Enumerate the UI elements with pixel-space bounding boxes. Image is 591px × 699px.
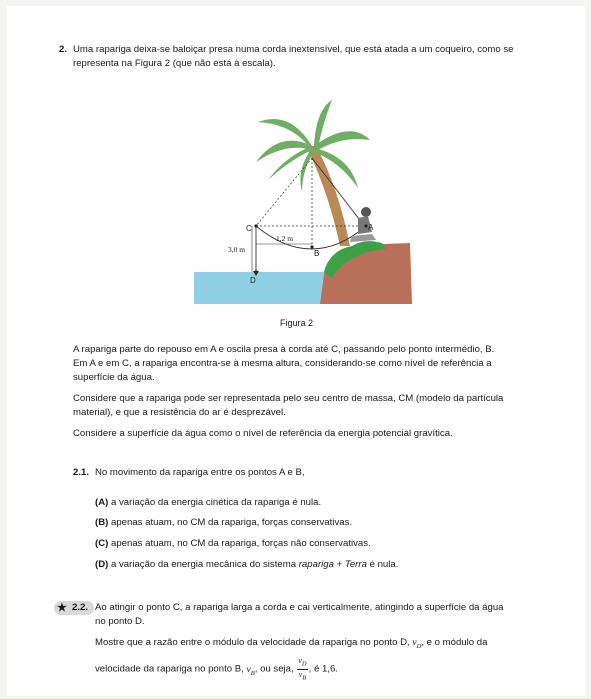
label-C: C: [246, 224, 252, 233]
paragraph1-line2: Em A e em C, a rapariga encontra-se à mesma altura, considerando-se como nível de referência a: [73, 358, 492, 369]
velocity-ratio-fraction: $\frac{v_D}{v_B}$: [298, 656, 307, 682]
paragraph3: Considere a superfície da água como o nível de referência da energia potencial gravítica.: [73, 428, 453, 439]
q21-stem: No movimento da rapariga entre os pontos A e B,: [95, 467, 305, 478]
q22-line3: [95, 636, 541, 654]
option-D-text-pre: a variação da energia mecânica do sistema: [111, 559, 297, 570]
q22-number: 2.2.: [72, 602, 89, 613]
option-C-text: apenas atuam, no CM da rapariga, forças não conservativas.: [111, 538, 371, 549]
question-intro-line1: Uma rapariga deixa-se baloiçar presa numa corda inextensível, que está atada a um coqueiro, como se: [73, 44, 514, 55]
point-C: [254, 224, 257, 227]
option-B-letter: (B): [95, 517, 109, 528]
option-B[interactable]: [95, 516, 352, 531]
option-D[interactable]: [95, 558, 398, 573]
paragraph2-line1: Considere que a rapariga pode ser representada pelo seu centro de massa, CM (modelo da partícula: [73, 393, 504, 404]
figure-2-illustration: [190, 100, 420, 308]
q22-line3-text: Mostre que a razão entre o módulo da velocidade da rapariga no ponto D,: [95, 637, 410, 648]
label-A: A: [368, 223, 374, 232]
q22-line4-mid: , ou seja,: [254, 663, 294, 675]
option-B-text: apenas atuam, no CM da rapariga, forças conservativas.: [111, 517, 353, 528]
q22-line2: no ponto D.: [95, 616, 145, 627]
palm-trunk: [306, 146, 350, 246]
label-D: D: [250, 276, 256, 285]
ratio-value: , é 1,6.: [308, 663, 338, 675]
paragraph1-line1: A rapariga parte do repouso em A e oscila presa à corda até C, passando pelo ponto intermédio, B.: [73, 344, 495, 355]
paragraph1-line3: superfície da água.: [73, 372, 155, 383]
water: [194, 272, 330, 304]
vd-symbol: $v_D$: [412, 637, 422, 650]
option-C-letter: (C): [95, 538, 109, 549]
label-height: 3,0 m: [228, 245, 246, 254]
q22-line3-end: , e o módulo da: [421, 637, 488, 648]
star-icon: ★: [57, 602, 67, 614]
q22-line1: Ao atingir o ponto C, a rapariga larga a corda e cai verticalmente, atingindo a superfície da água: [95, 602, 504, 613]
q22-line4-pre: velocidade da rapariga no ponto B,: [95, 663, 244, 675]
question-number: 2.: [59, 44, 68, 55]
vb-symbol: $v_B$: [246, 663, 255, 677]
option-C[interactable]: [95, 537, 371, 552]
option-D-text-italic: rapariga + Terra: [298, 559, 367, 570]
option-A-letter: (A): [95, 497, 109, 508]
option-A[interactable]: [95, 496, 321, 511]
question-intro-line2: representa na Figura 2 (que não está à escala).: [73, 58, 276, 69]
q22-line4: [95, 656, 338, 682]
option-D-text-post: é nula.: [369, 559, 399, 570]
label-B: B: [314, 249, 320, 258]
dotted-line-to-C: [256, 158, 312, 226]
q21-number: 2.1.: [73, 467, 90, 478]
option-D-letter: (D): [95, 559, 109, 570]
figure-caption: Figura 2: [280, 318, 314, 328]
label-horizontal-distance: 1,2 m: [276, 234, 294, 243]
option-A-text: a variação da energia cinética da rapariga é nula.: [111, 497, 322, 508]
point-D: [254, 270, 257, 273]
paragraph2-line2: material), e que a resistência do ar é desprezável.: [73, 407, 286, 418]
